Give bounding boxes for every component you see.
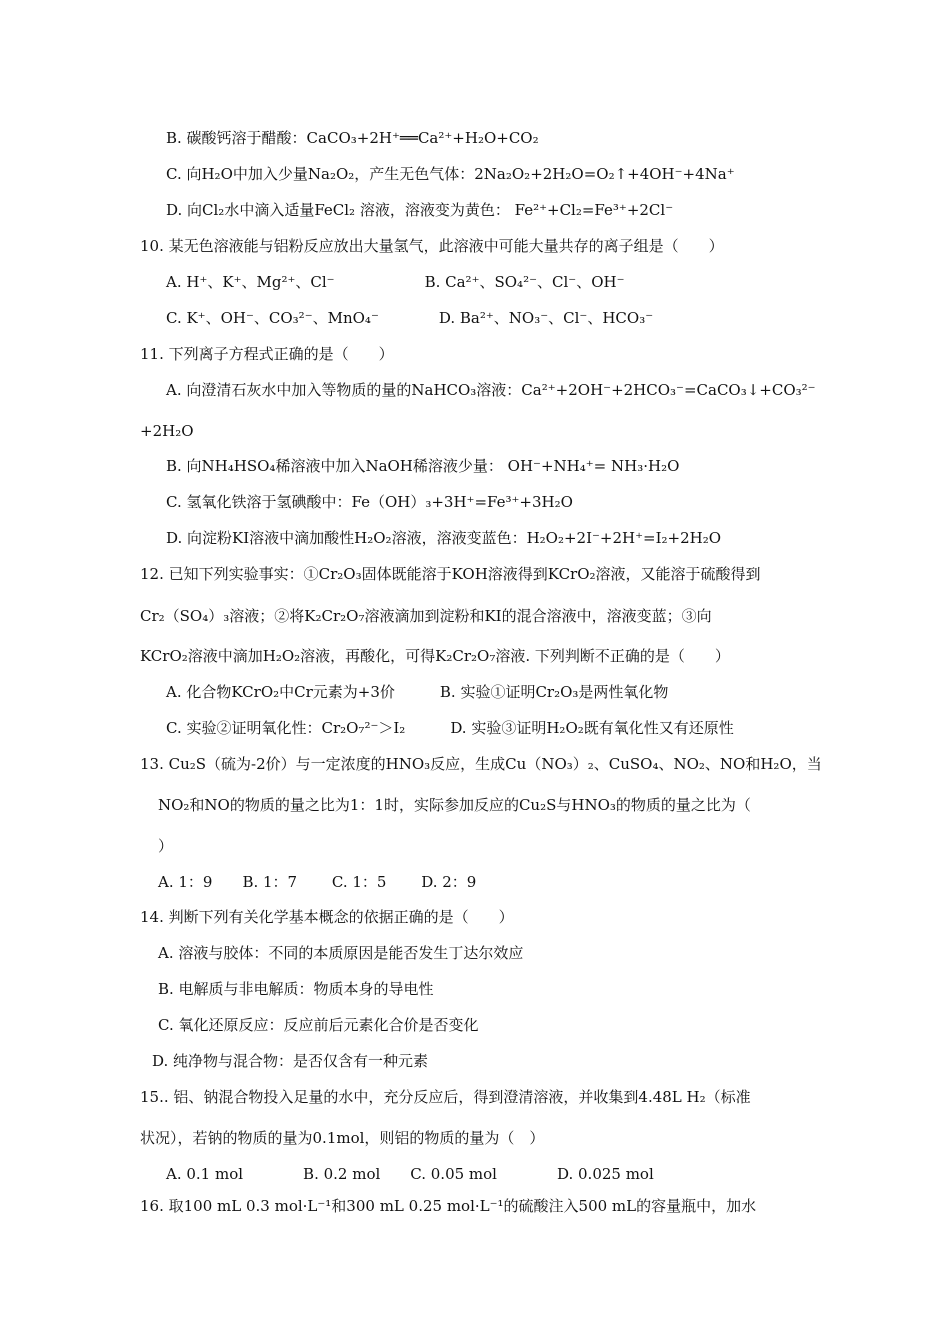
q14-option-a: A. 溶液与胶体：不同的本质原因是能否发生丁达尔效应 [158, 944, 524, 962]
q12-stem-cont: Cr₂（SO₄）₃溶液；②将K₂Cr₂O₇溶液滴加到淀粉和KI的混合溶液中，溶液变蓝；③向 [140, 607, 712, 625]
q15-stem-cont: 状况），若钠的物质的量为0.1mol，则铝的物质的量为（ ） [140, 1129, 545, 1147]
q11-option-a: A. 向澄清石灰水中加入等物质的量的NaHCO₃溶液：Ca²⁺+2OH⁻+2HCO₃⁻=CaCO₃↓+CO₃²⁻ [166, 381, 816, 399]
q11-option-b: B. 向NH₄HSO₄稀溶液中加入NaOH稀溶液少量： OH⁻+NH₄⁺= NH₃·H₂O [166, 457, 680, 475]
q10-options-ab: A. H⁺、K⁺、Mg²⁺、Cl⁻ B. Ca²⁺、SO₄²⁻、Cl⁻、OH⁻ [166, 273, 625, 291]
q10-options-cd: C. K⁺、OH⁻、CO₃²⁻、MnO₄⁻ D. Ba²⁺、NO₃⁻、Cl⁻、HCO₃⁻ [166, 309, 654, 327]
q13-stem-cont: ） [158, 837, 174, 855]
q12-stem-cont: KCrO₂溶液中滴加H₂O₂溶液，再酸化，可得K₂Cr₂O₇溶液. 下列判断不正确的是（ ） [140, 647, 730, 665]
q9-option-b: B. 碳酸钙溶于醋酸：CaCO₃+2H⁺══Ca²⁺+H₂O+CO₂ [166, 129, 539, 147]
q14-option-b: B. 电解质与非电解质：物质本身的导电性 [158, 980, 434, 998]
q11-option-a-cont: +2H₂O [140, 422, 194, 440]
q12-options-cd: C. 实验②证明氧化性：Cr₂O₇²⁻＞I₂ D. 实验③证明H₂O₂既有氧化性又有还原性 [166, 719, 734, 737]
q14-option-d: D. 纯净物与混合物：是否仅含有一种元素 [152, 1052, 429, 1070]
q11-option-d: D. 向淀粉KI溶液中滴加酸性H₂O₂溶液，溶液变蓝色：H₂O₂+2I⁻+2H⁺=I₂+2H₂O [166, 529, 722, 547]
q9-option-c: C. 向H₂O中加入少量Na₂O₂，产生无色气体：2Na₂O₂+2H₂O=O₂↑+4OH⁻+4Na⁺ [166, 165, 735, 183]
q13-stem-cont: NO₂和NO的物质的量之比为1：1时，实际参加反应的Cu₂S与HNO₃的物质的量之比为（ [158, 796, 751, 814]
q12-stem: 12. 已知下列实验事实：①Cr₂O₃固体既能溶于KOH溶液得到KCrO₂溶液，又能溶于硫酸得到 [140, 565, 761, 583]
q9-option-d: D. 向Cl₂水中滴入适量FeCl₂ 溶液，溶液变为黄色： Fe²⁺+Cl₂=Fe³⁺+2Cl⁻ [166, 201, 674, 219]
q14-stem: 14. 判断下列有关化学基本概念的依据正确的是（ ） [140, 908, 514, 926]
q10-stem: 10. 某无色溶液能与铝粉反应放出大量氢气，此溶液中可能大量共存的离子组是（ ） [140, 237, 724, 255]
q12-options-ab: A. 化合物KCrO₂中Cr元素为+3价 B. 实验①证明Cr₂O₃是两性氧化物 [166, 683, 669, 701]
q11-option-c: C. 氢氧化铁溶于氢碘酸中：Fe（OH）₃+3H⁺=Fe³⁺+3H₂O [166, 493, 573, 511]
q15-stem: 15.. 铝、钠混合物投入足量的水中，充分反应后，得到澄清溶液，并收集到4.48L H₂（标准 [140, 1088, 751, 1106]
q11-stem: 11. 下列离子方程式正确的是（ ） [140, 345, 394, 363]
q15-options: A. 0.1 mol B. 0.2 mol C. 0.05 mol D. 0.025 mol [166, 1165, 654, 1183]
q14-option-c: C. 氧化还原反应：反应前后元素化合价是否变化 [158, 1016, 479, 1034]
q13-stem: 13. Cu₂S（硫为-2价）与一定浓度的HNO₃反应，生成Cu（NO₃）₂、CuSO₄、NO₂、NO和H₂O，当 [140, 755, 822, 773]
q16-stem: 16. 取100 mL 0.3 mol·L⁻¹和300 mL 0.25 mol·L⁻¹的硫酸注入500 mL的容量瓶中，加水 [140, 1197, 757, 1215]
q13-options: A. 1：9 B. 1：7 C. 1：5 D. 2：9 [158, 873, 477, 891]
